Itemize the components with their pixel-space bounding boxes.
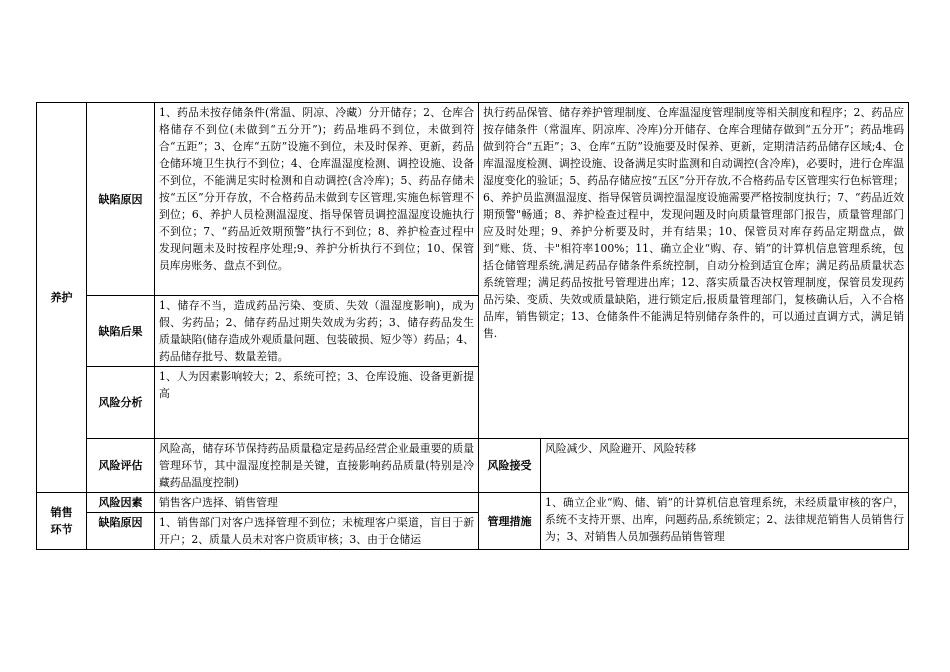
measures-text (479, 103, 909, 439)
row-label-consequence: 缺陷后果 (87, 296, 155, 367)
sales-measures-cell (541, 493, 909, 550)
sales-cause-text: 1、销售部门对客户选择管理不到位；未梳理客户渠道，盲目于新开户；2、质量人员未对客户资质审核；3、由于仓储运 (159, 516, 474, 546)
risk-table (36, 102, 909, 550)
table-row (37, 439, 909, 493)
assess-text: 风险高，储存环节保持药品质量稳定是药品经营企业最重要的质量管理环节，其中温湿度控制是关键，直接影响药品质量(特别是冷藏药品温度控制) (155, 439, 479, 493)
analysis-text: 1、人为因素影响较大；2、系统可控；3、仓库设施、设备更新提高 (155, 367, 479, 439)
row-label-cause2: 缺陷原因 (87, 513, 155, 550)
row-label-cause: 缺陷原因 (87, 103, 155, 296)
measures-text-body: 执行药品保管、储存养护管理制度、仓库温湿度管理制度等相关制度和程序；2、药品应按存储条件（常温库、阴凉库、冷库)分开储存、仓库合理储存做到“五分开”；药品堆码做到符合“五距”；3、仓库“五防”设施要及时保养、更新，定期清洁药品储存区域;4、仓库温湿度检测、调控设施、设备满足实时监测和自动调控(含冷库)，必要时，进行仓库温湿度变化的验证；5、药品存储应按“五区”分开存放,不合格药品专区管理实行色标管理；6、养护员监测温湿度、指导保管员调控温湿度设施需要严格按制度执行；7、“药品近效期预警"畅通；8、养护检查过程中，发现问题及时向质量管理部门报告，质量管理部门应及时处理；9、养护分析要及时，并有结果；10、保管员对库存药品定期盘点，做到“账、货、卡"相符率100%；11、确立企业“购、存、销”的计算机信息管理系统，包括仓储管理系统,满足药品存储条件系统控制，自动分检到适宜仓库；满足药品质量状态系统管理；满足药品按批号管理进出库；12、落实质量否决权管理制度，保管员发现药品污染、变质、失效或质量缺陷，进行锁定后,报质量管理部门，复核确认后，入不合格品库，销售锁定；13、仓储条件不能满足特别储存条件的，可以通过直调方式，满足销售. (483, 106, 905, 340)
sales-cause-cell (155, 513, 479, 550)
accept-text: 风险减少、风险避开、风险转移 (541, 439, 909, 493)
row-label-factor: 风险因素 (87, 493, 155, 513)
row-label-measure: 管理措施 (479, 493, 541, 550)
factor-text: 销售客户选择、销售管理 (155, 493, 479, 513)
consequence-text: 1、储存不当，造成药品污染、变质、失效（温湿度影响)，成为假、劣药品；2、储存药品过期失效成为劣药；3、储存药品发生质量缺陷(储存造成外观质量问题、包装破损、短少等）药品；4、药品储存批号、数量差错。 (155, 296, 479, 367)
row-label-accept: 风险接受 (479, 439, 541, 493)
table-row (37, 103, 909, 296)
row-label-assess: 风险评估 (87, 439, 155, 493)
row-label-analysis: 风险分析 (87, 367, 155, 439)
cause-text: 1、药品未按存储条件(常温、阴凉、冷藏）分开储存；2、仓库合格储存不到位(未做到“五分开”)；药品堆码不到位，未做到符合“五距”；3、仓库“五防”设施不到位，未及时保养、更新，药品仓储环境卫生执行不到位；4、仓库温湿度检测、调控设施、设备不到位，不能满足实时检测和自动调控(含冷库)；5、药品存储未按“五区”分开存放，不合格药品未做到专区管理,实施色标管理不到位；6、养护人员检测温湿度、指导保管员调控温湿度设施执行不到位；7、“药品近效期预警”执行不到位；8、养护检查过程中发现问题未及时按程序处理;9、养护分析执行不到位；10、保管员库房账务、盘点不到位。 (155, 103, 479, 296)
section-label-xiaoshou: 销售 环节 (37, 493, 87, 550)
sales-measures-text: 1、确立企业“购、储、销”的计算机信息管理系统，未经质量审核的客户，系统不支持开票、出库，问题药品,系统锁定；2、法律规范销售人员销售行为；3、对销售人员加强药品销售管理 (545, 496, 905, 543)
table-row (37, 493, 909, 513)
section-label-yanghu: 养护 (37, 103, 87, 493)
